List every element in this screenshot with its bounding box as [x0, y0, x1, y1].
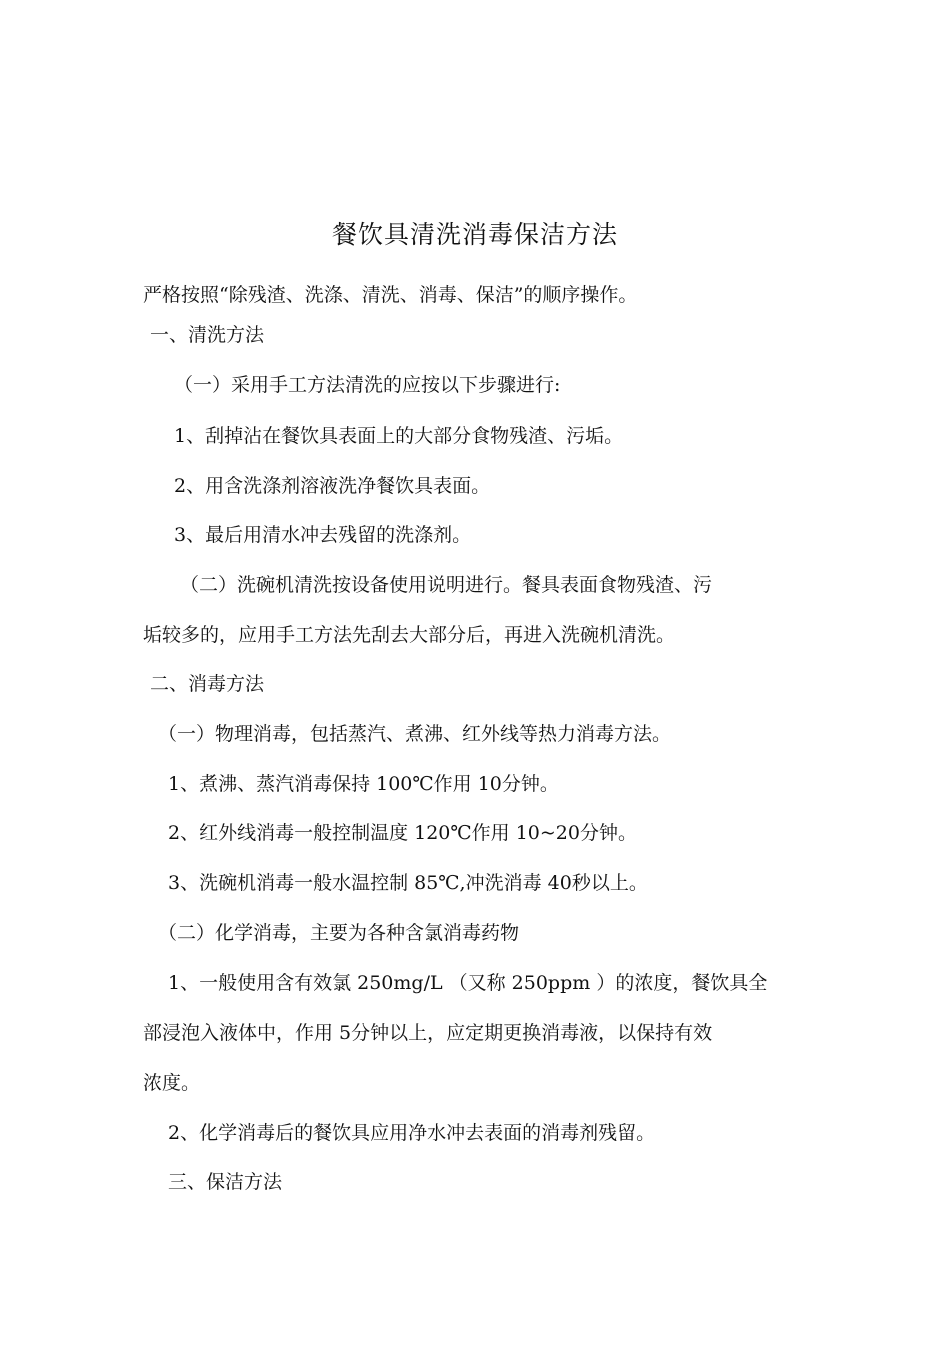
- cleaning-step-1: 1、刮掉沾在餐饮具表面上的大部分食物残渣、污垢。: [174, 425, 624, 447]
- chemical-step-1-line-2: 部浸泡入液体中，作用 5分钟以上，应定期更换消毒液，以保持有效: [143, 1022, 713, 1044]
- document-title: 餐饮具清洗消毒保洁方法: [331, 220, 618, 249]
- cleaning-step-2: 2、用含洗涤剂溶液洗净餐饮具表面。: [174, 475, 491, 497]
- section-heading-cleaning: 一、清洗方法: [150, 324, 265, 346]
- physical-step-2: 2、红外线消毒一般控制温度 120℃作用 10~20分钟。: [168, 822, 637, 844]
- subsection-chemical-disinfection: （二）化学消毒，主要为各种含氯消毒药物: [158, 922, 520, 944]
- subsection-dishwasher-line-1: （二）洗碗机清洗按设备使用说明进行。餐具表面食物残渣、污: [180, 574, 713, 596]
- subsection-dishwasher-line-2: 垢较多的，应用手工方法先刮去大部分后，再进入洗碗机清洗。: [143, 624, 676, 646]
- physical-step-3: 3、洗碗机消毒一般水温控制 85℃,冲洗消毒 40秒以上。: [168, 872, 648, 894]
- chemical-step-2: 2、化学消毒后的餐饮具应用净水冲去表面的消毒剂残留。: [168, 1122, 656, 1144]
- cleaning-step-3: 3、最后用清水冲去残留的洗涤剂。: [174, 524, 472, 546]
- subsection-manual-cleaning: （一）采用手工方法清洗的应按以下步骤进行:: [174, 374, 561, 396]
- subsection-physical-disinfection: （一）物理消毒，包括蒸汽、煮沸、红外线等热力消毒方法。: [158, 723, 672, 745]
- section-heading-disinfection: 二、消毒方法: [150, 673, 265, 695]
- intro-paragraph: 严格按照“除残渣、洗涤、清洗、消毒、保洁”的顺序操作。: [143, 284, 638, 306]
- physical-step-1: 1、煮沸、蒸汽消毒保持 100℃作用 10分钟。: [168, 773, 559, 795]
- chemical-step-1-line-3: 浓度。: [143, 1072, 201, 1094]
- chemical-step-1-line-1: 1、一般使用含有效氯 250mg/L （又称 250ppm ）的浓度，餐饮具全: [168, 972, 768, 994]
- section-heading-storage: 三、保洁方法: [168, 1171, 283, 1193]
